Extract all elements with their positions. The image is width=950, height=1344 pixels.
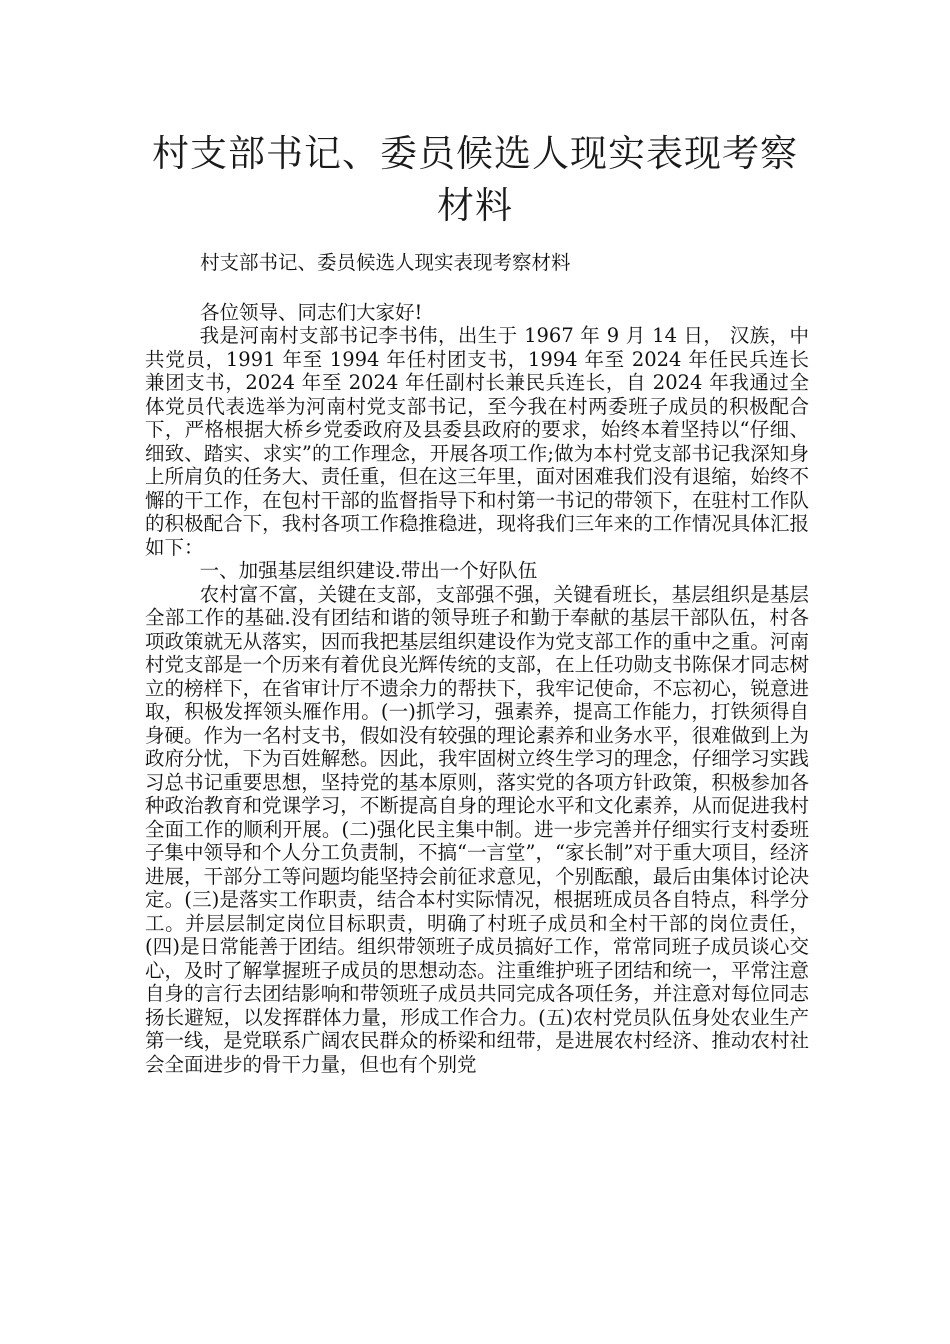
document-title: 村支部书记、委员候选人现实表现考察材料 (152, 132, 798, 227)
greeting-line: 各位领导、同志们大家好! (200, 301, 423, 324)
paragraph-section-1: 农村富不富，关键在支部，支部强不强，关键看班长，基层组织是基层全部工作的基础.没有团结和谐的领导班子和勤于奉献的基层干部队伍，村各项政策就无从落实，因而我把基层组织建设作为党支部工作的重中之重。河南村党支部是一个历来有着优良光辉传统的支部，在上任功勋支书陈保才同志树立的榜样下，在省审计厅不遗余力的帮扶下，我牢记使命，不忘初心，锐意进取，积极发挥领头雁作用。(一)抓学习，强素养，提高工作能力，打铁须得自身硬。作为一名村支书，假如没有较强的理论素养和业务水平，很难做到上为政府分忧，下为百姓解愁。因此，我牢固树立终生学习的理念，仔细学习实践习总书记重要思想，坚持党的基本原则，落实党的各项方针政策，积极参加各种政治教育和党课学习，不断提高自身的理论水平和文化素养，从而促进我村全面工作的顺利开展。(二)强化民主集中制。进一步完善并仔细实行支村委班子集中领导和个人分工负责制，不搞“一言堂”，“家长制”对于重大项目，经济进展，干部分工等问题均能坚持会前征求意见，个别酝酿，最后由集体讨论决定。(三)是落实工作职责，结合本村实际情况，根据班成员各自特点，科学分工。并层层制定岗位目标职责，明确了村班子成员和全村干部的岗位责任，(四)是日常能善于团结。组织带领班子成员搞好工作，常常同班子成员谈心交心，及时了解掌握班子成员的思想动态。注重维护班子团结和统一，平常注意自身的言行去团结影响和带领班子成员共同完成各项任务，并注意对每位同志扬长避短，以发挥群体力量，形成工作合力。(五)农村党员队伍身处农业生产第一线，是党联系广阔农民群众的桥梁和纽带，是进展农村经济、推动农村社会全面进步的骨干力量，但也有个别党 (145, 582, 809, 1076)
document-body (145, 324, 809, 1076)
section-heading-1: 一、加强基层组织建设.带出一个好队伍 (199, 559, 538, 582)
paragraph-intro: 我是河南村支部书记李书伟，出生于 1967 年 9 月 14 日， 汉族，中共党员，1991 年至 1994 年任村团支书，1994 年至 2024 年任民兵连长兼团支书，2024 年至 2024 年任副村长兼民兵连长，自 2024 年我通过全体党员代表选举为河南村党支部书记，至今我在村两委班子成员的积极配合下，严格根据大桥乡党委政府及县委县政府的要求，始终本着坚持以“仔细、细致、踏实、求实”的工作理念，开展各项工作;做为本村党支部书记我深知身上所肩负的任务大、责任重，但在这三年里，面对困难我们没有退缩，始终不懈的干工作，在包村干部的监督指导下和村第一书记的带领下，在驻村工作队的积极配合下，我村各项工作稳推稳进，现将我们三年来的工作情况具体汇报如下： (145, 324, 809, 559)
document-subtitle: 村支部书记、委员候选人现实表现考察材料 (200, 251, 571, 274)
